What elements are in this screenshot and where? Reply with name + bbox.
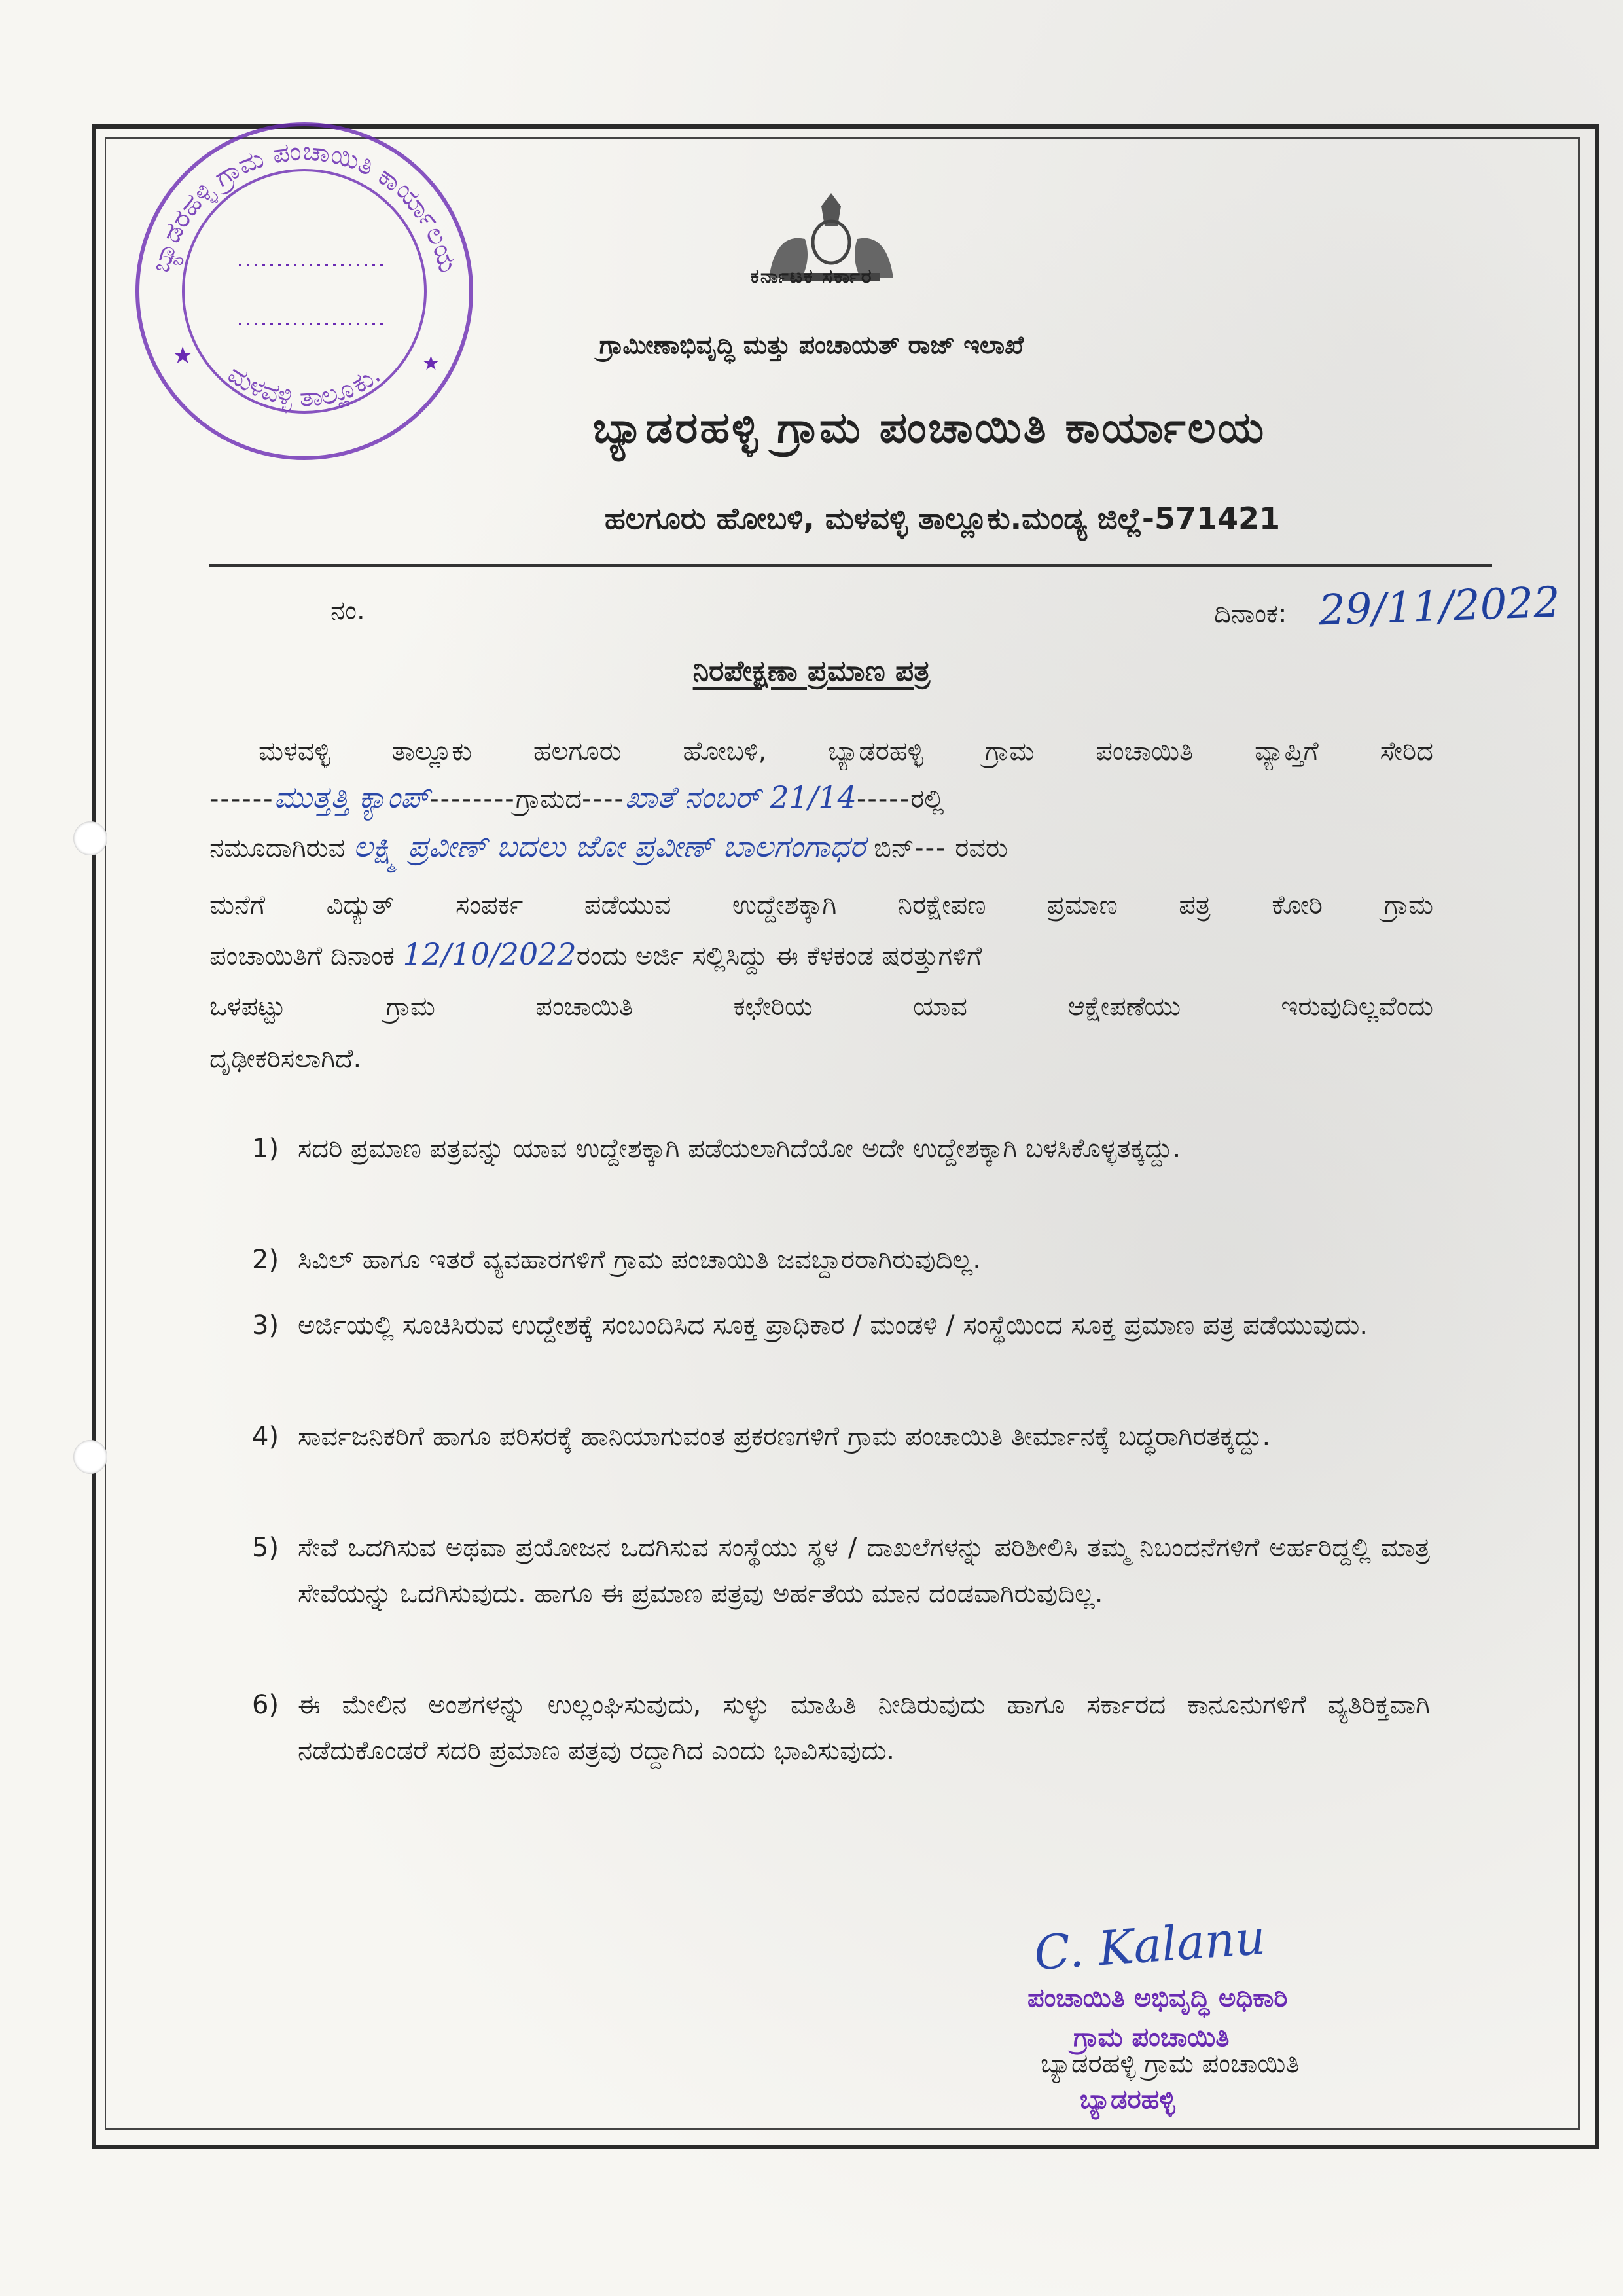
condition-text: ಸಿವಿಲ್ ಹಾಗೂ ಇತರೆ ವ್ಯವಹಾರಗಳಿಗೆ ಗ್ರಾಮ ಪಂಚಾಯಿತಿ ಜವಬ್ದಾರರಾಗಿರುವುದಿಲ್ಲ. — [298, 1245, 981, 1275]
condition-number: 6) — [252, 1690, 279, 1720]
body-line-owner: ನಮೂದಾಗಿರುವ ಲಕ್ಷ್ಮಿ ಪ್ರವೀಣ್ ಬದಲು ಜೋ ಪ್ರವೀಣ್ ಬಾಲಗಂಗಾಧರ ಬಿನ್--- ರವರು — [209, 829, 1008, 864]
condition-number: 3) — [252, 1310, 279, 1340]
body-line-5: ಒಳಪಟ್ಟು ಗ್ರಾಮ ಪಂಚಾಯಿತಿ ಕಛೇರಿಯ ಯಾವ ಆಕ್ಷೇಪಣೆಯು ಇರುವುದಿಲ್ಲವೆಂದು — [209, 992, 1433, 1022]
body-line-6: ದೃಢೀಕರಿಸಲಾಗಿದೆ. — [209, 1044, 362, 1074]
government-name: ಕರ್ನಾಟಕ ಸರ್ಕಾರ — [750, 265, 873, 288]
office-signature-line: ಬ್ಯಾಡರಹಳ್ಳಿ ಗ್ರಾಮ ಪಂಚಾಯಿತಿ — [1041, 2049, 1300, 2079]
number-label: ನಂ. — [330, 596, 365, 626]
svg-text:★: ★ — [422, 352, 440, 375]
owner-handwritten: ಲಕ್ಷ್ಮಿ ಪ್ರವೀಣ್ ಬದಲು ಜೋ ಪ್ರವೀಣ್ ಬಾಲಗಂಗಾಧರ — [353, 829, 866, 864]
date-label: ದಿನಾಂಕ: — [1214, 599, 1287, 629]
body-line-1: ಮಳವಳ್ಳಿ ತಾಲ್ಲೂಕು ಹಲಗೂರು ಹೋಬಳಿ, ಬ್ಯಾಡರಹಳ್ಳಿ ಗ್ರಾಮ ಪಂಚಾಯಿತಿ ವ್ಯಾಪ್ತಿಗೆ ಸೇರಿದ — [259, 736, 1433, 766]
line4-suffix: ರಂದು ಅರ್ಜಿ ಸಲ್ಲಿಸಿದ್ದು ಈ ಕೆಳಕಂಡ ಷರತ್ತುಗಳಿಗೆ — [576, 941, 982, 971]
son-of-label: ಬಿನ್ — [874, 833, 915, 863]
punch-hole — [73, 1440, 107, 1474]
stamp-line-2: ಬ್ಯಾಡರಹಳ್ಳಿ — [1080, 2085, 1175, 2115]
svg-text:★: ★ — [172, 342, 194, 369]
condition-item — [252, 1237, 1430, 1283]
owner-tail: ರವರು — [955, 833, 1008, 863]
certificate-title: ನಿರಪೇಕ್ಷಣಾ ಪ್ರಮಾಣ ಪತ್ರ — [692, 655, 931, 688]
seal-top-text: ಬ್ಯಾಡರಹಳ್ಳಿ ಗ್ರಾಮ ಪಂಚಾಯಿತಿ ಕಾರ್ಯಾಲಯ — [145, 136, 463, 276]
condition-item — [252, 1126, 1430, 1217]
body-line-3: ಮನೆಗೆ ವಿದ್ಯುತ್ ಸಂಪರ್ಕ ಪಡೆಯುವ ಉದ್ದೇಶಕ್ಕಾಗಿ ನಿರಕ್ಷೇಪಣ ಪ್ರಮಾಣ ಪತ್ರ ಕೋರಿ ಗ್ರಾಮ — [209, 890, 1433, 920]
date-value: 29/11/2022 — [1317, 578, 1561, 636]
body-line-2: ------ಮುತ್ತತ್ತಿ ಕ್ಯಾಂಪ್--------ಗ್ರಾಮದ----ಖಾತೆ ನಂಬರ್ 21/14-----ರಲ್ಲಿ — [209, 780, 944, 815]
office-name: ಬ್ಯಾಡರಹಳ್ಳಿ ಗ್ರಾಮ ಪಂಚಾಯಿತಿ ಕಾರ್ಯಾಲಯ — [592, 403, 1266, 453]
stamp-line-1: ಗ್ರಾಮ ಪಂಚಾಯಿತಿ — [1073, 2022, 1230, 2053]
registered-label: ನಮೂದಾಗಿರುವ — [209, 833, 346, 863]
condition-item — [252, 1302, 1430, 1394]
punch-hole — [73, 821, 107, 855]
header-divider — [209, 564, 1492, 567]
condition-text: ಸೇವೆ ಒದಗಿಸುವ ಅಥವಾ ಪ್ರಯೋಜನ ಒದಗಿಸುವ ಸಂಸ್ಥೆಯು ಸ್ಥಳ / ದಾಖಲೆಗಳನ್ನು ಪರಿಶೀಲಿಸಿ ತಮ್ಮ ನಿಬಂದನೆಗಳಿಗೆ ಅರ್ಹರಿದ್ದಲ್ಲಿ ಮಾತ್ರ ಸೇವೆಯನ್ನು ಒದಗಿಸುವುದು. ಹಾಗೂ ಈ ಪ್ರಮಾಣ ಪತ್ರವು ಅರ್ಹತೆಯ ಮಾನ ದಂಡವಾಗಿರುವುದಿಲ್ಲ. — [298, 1533, 1430, 1609]
condition-text: ಅರ್ಜಿಯಲ್ಲಿ ಸೂಚಿಸಿರುವ ಉದ್ದೇಶಕ್ಕೆ ಸಂಬಂದಿಸಿದ ಸೂಕ್ತ ಪ್ರಾಧಿಕಾರ / ಮಂಡಳಿ / ಸಂಸ್ಥೆಯಿಂದ ಸೂಕ್ತ ಪ್ರಮಾಣ ಪತ್ರ ಪಡೆಯುವುದು. — [298, 1310, 1368, 1340]
department-name: ಗ್ರಾಮೀಣಾಭಿವೃದ್ಧಿ ಮತ್ತು ಪಂಚಾಯತ್ ರಾಜ್ ಇಲಾಖೆ — [599, 331, 1024, 359]
svg-text:ಬ್ಯಾಡರಹಳ್ಳಿ ಗ್ರಾಮ ಪಂಚಾಯಿತಿ ಕಾರ — [145, 136, 463, 277]
condition-number: 5) — [252, 1533, 279, 1563]
condition-text: ಈ ಮೇಲಿನ ಅಂಶಗಳನ್ನು ಉಲ್ಲಂಘಿಸುವುದು, ಸುಳ್ಳು ಮಾಹಿತಿ ನೀಡಿರುವುದು ಹಾಗೂ ಸರ್ಕಾರದ ಕಾನೂನುಗಳಿಗೆ ವ್ಯತಿರಿಕ್ತವಾಗಿ ನಡೆದುಕೊಂಡರೆ ಸದರಿ ಪ್ರಮಾಣ ಪತ್ರವು ರದ್ದಾಗಿದ ಎಂದು ಭಾವಿಸುವುದು. — [298, 1690, 1430, 1766]
in-label: ರಲ್ಲಿ — [910, 784, 944, 814]
body-line-4 — [209, 936, 1433, 975]
application-date-handwritten: 12/10/2022 — [402, 937, 577, 972]
village-handwritten: ಮುತ್ತತ್ತಿ ಕ್ಯಾಂಪ್ — [274, 780, 430, 815]
condition-item — [252, 1414, 1430, 1505]
condition-number: 2) — [252, 1245, 279, 1275]
line4-prefix: ಪಂಚಾಯಿತಿಗೆ ದಿನಾಂಕ — [209, 941, 395, 971]
seal-bottom-text: ಮಳವಳ್ಳಿ ತಾಲ್ಲೂಕು. — [222, 359, 387, 413]
signature-handwritten: C. Kalanu — [1032, 1909, 1268, 1981]
condition-text: ಸದರಿ ಪ್ರಮಾಣ ಪತ್ರವನ್ನು ಯಾವ ಉದ್ದೇಶಕ್ಕಾಗಿ ಪಡೆಯಲಾಗಿದೆಯೋ ಅದೇ ಉದ್ದೇಶಕ್ಕಾಗಿ ಬಳಸಿಕೊಳ್ಳತಕ್ಕದ್ದು. — [298, 1134, 1181, 1164]
designation-stamp: ಪಂಚಾಯಿತಿ ಅಭಿವೃದ್ಧಿ ಅಧಿಕಾರಿ — [1027, 1983, 1288, 2013]
village-label: ಗ್ರಾಮದ — [515, 784, 582, 814]
office-address: ಹಲಗೂರು ಹೋಬಳಿ, ಮಳವಳ್ಳಿ ತಾಲ್ಲೂಕು.ಮಂಡ್ಯ ಜಿಲ್ಲೆ-571421 — [604, 501, 1281, 536]
condition-number: 1) — [252, 1134, 279, 1164]
property-handwritten: ಖಾತೆ ನಂಬರ್ 21/14 — [624, 780, 857, 815]
condition-number: 4) — [252, 1422, 279, 1452]
condition-text: ಸಾರ್ವಜನಿಕರಿಗೆ ಹಾಗೂ ಪರಿಸರಕ್ಕೆ ಹಾನಿಯಾಗುವಂತ ಪ್ರಕರಣಗಳಿಗೆ ಗ್ರಾಮ ಪಂಚಾಯಿತಿ ತೀರ್ಮಾನಕ್ಕೆ ಬದ್ಧರಾಗಿರತಕ್ಕದ್ದು. — [298, 1422, 1271, 1452]
condition-item — [252, 1525, 1430, 1662]
condition-item — [252, 1682, 1430, 1820]
